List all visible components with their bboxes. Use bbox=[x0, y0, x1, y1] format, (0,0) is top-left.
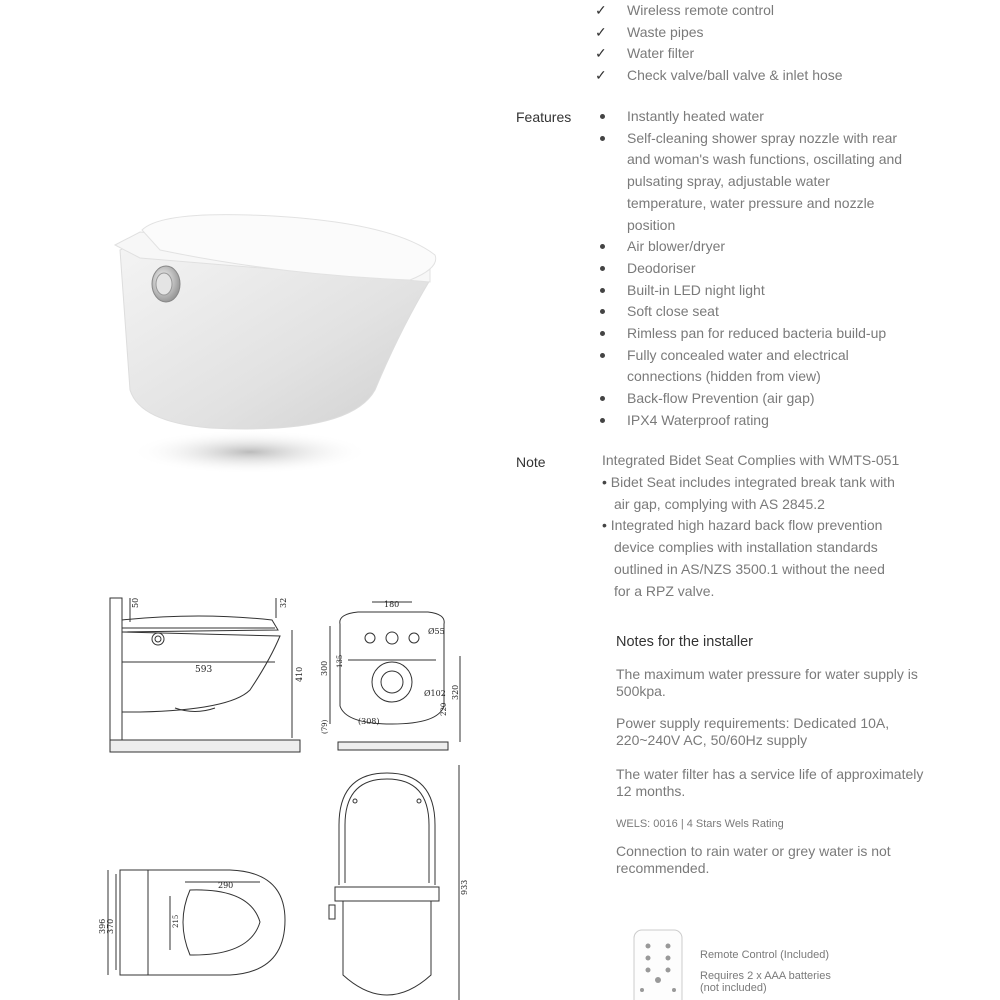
installer-note-pressure: The maximum water pressure for water supply is 500kpa. bbox=[616, 666, 918, 699]
list-item bbox=[595, 323, 995, 345]
feature-text: Soft close seat bbox=[627, 303, 719, 320]
wels-rating: WELS: 0016 | 4 Stars Wels Rating bbox=[616, 818, 784, 830]
features-list bbox=[595, 106, 995, 432]
dim-label: 410 bbox=[295, 666, 304, 682]
installer-note-filter: The water filter has a service life of approximately 12 months. bbox=[616, 766, 924, 799]
included-list bbox=[595, 0, 985, 87]
feature-text: Back-flow Prevention (air gap) bbox=[627, 390, 815, 407]
dim-label: 396 bbox=[98, 918, 107, 934]
check-icon: ✓ bbox=[595, 67, 607, 84]
feature-text: position bbox=[627, 216, 676, 233]
remote-battery-note: Requires 2 x AAA batteries (not included) bbox=[700, 970, 831, 994]
list-item bbox=[595, 410, 995, 432]
note-text: • Bidet Seat includes integrated break tank with bbox=[602, 474, 895, 490]
dim-label: 135 bbox=[336, 654, 344, 668]
note-text: for a RPZ valve. bbox=[614, 582, 715, 599]
bullet-icon bbox=[600, 266, 605, 271]
list-item: ✓ Waste pipes bbox=[595, 22, 985, 44]
bullet-icon: • bbox=[602, 474, 611, 490]
feature-text: IPX4 Waterproof rating bbox=[627, 411, 769, 428]
list-item bbox=[595, 345, 995, 388]
features-label: Features bbox=[516, 109, 572, 125]
product-image-toilet bbox=[100, 190, 460, 490]
list-item bbox=[595, 106, 995, 128]
bullet-icon bbox=[600, 288, 605, 293]
dim-label: 290 bbox=[218, 881, 234, 890]
bullet-icon bbox=[600, 244, 605, 249]
dim-label: 933 bbox=[460, 879, 469, 895]
note-text: • Integrated high hazard back flow prevention bbox=[602, 517, 883, 534]
installer-note-water: Connection to rain water or grey water is not recommended. bbox=[616, 843, 891, 876]
dim-label: 220 bbox=[440, 702, 448, 716]
dim-label: 180 bbox=[384, 600, 400, 609]
remote-label: Remote Control (Included) bbox=[700, 949, 830, 961]
dim-label: 215 bbox=[172, 914, 180, 928]
feature-text: Deodoriser bbox=[627, 259, 696, 276]
note-label: Note bbox=[516, 454, 546, 470]
dim-label: 320 bbox=[451, 684, 460, 700]
note-text: device complies with installation standards bbox=[614, 539, 878, 556]
list-item: ✓ Water filter bbox=[595, 43, 985, 65]
feature-text: pulsating spray, adjustable water bbox=[627, 173, 830, 190]
feature-text: Rimless pan for reduced bacteria build-up bbox=[627, 325, 887, 342]
list-item bbox=[595, 128, 995, 237]
note-points bbox=[602, 472, 982, 602]
installer-note-power: Power supply requirements: Dedicated 10A, 220~240V AC, 50/60Hz supply bbox=[616, 715, 890, 748]
check-icon: ✓ bbox=[595, 2, 607, 18]
dim-label: (308) bbox=[358, 717, 380, 726]
feature-text: Instantly heated water bbox=[627, 108, 764, 124]
bullet-icon bbox=[600, 114, 605, 119]
dim-label: (79) bbox=[321, 719, 329, 734]
feature-text: and woman's wash functions, oscillating and bbox=[627, 151, 903, 168]
dim-label: 50 bbox=[131, 597, 140, 608]
feature-text: Self-cleaning shower spray nozzle with rear bbox=[627, 129, 898, 146]
check-icon: ✓ bbox=[595, 45, 607, 62]
top-view-drawing bbox=[100, 860, 295, 990]
bullet-icon bbox=[600, 396, 605, 401]
bullet-icon: • bbox=[602, 517, 611, 534]
dim-label: Ø55 bbox=[428, 627, 445, 636]
bullet-icon bbox=[600, 136, 605, 141]
list-item bbox=[595, 280, 995, 302]
list-item bbox=[595, 301, 995, 323]
side-view-drawing bbox=[100, 590, 310, 755]
list-item: ✓ Check valve/ball valve & inlet hose bbox=[595, 65, 985, 87]
front-view-drawing bbox=[318, 596, 463, 756]
list-item: ✓ Wireless remote control bbox=[595, 0, 985, 22]
dim-label: 300 bbox=[320, 660, 329, 676]
check-icon: ✓ bbox=[595, 23, 607, 40]
dim-label: 370 bbox=[106, 918, 115, 934]
bullet-icon bbox=[600, 418, 605, 423]
feature-text: Fully concealed water and electrical bbox=[627, 346, 849, 363]
list-item bbox=[595, 258, 995, 280]
bullet-icon bbox=[600, 309, 605, 314]
bullet-icon bbox=[600, 353, 605, 358]
bullet-icon bbox=[600, 331, 605, 336]
dim-label: 32 bbox=[279, 597, 288, 608]
list-item bbox=[595, 236, 995, 258]
dim-label: Ø102 bbox=[424, 689, 446, 698]
note-intro: Integrated Bidet Seat Complies with WMTS-051 bbox=[602, 452, 900, 468]
rear-view-drawing bbox=[325, 765, 470, 1000]
remote-control-image bbox=[628, 928, 688, 1000]
feature-text: temperature, water pressure and nozzle bbox=[627, 194, 875, 211]
feature-text: Built-in LED night light bbox=[627, 281, 765, 298]
feature-text: Air blower/dryer bbox=[627, 238, 726, 255]
dim-label: 593 bbox=[195, 665, 213, 675]
note-text: air gap, complying with AS 2845.2 bbox=[614, 495, 825, 512]
note-text: outlined in AS/NZS 3500.1 without the need bbox=[614, 560, 885, 577]
feature-text: connections (hidden from view) bbox=[627, 368, 821, 385]
installer-heading: Notes for the installer bbox=[616, 634, 754, 650]
list-item bbox=[595, 388, 995, 410]
